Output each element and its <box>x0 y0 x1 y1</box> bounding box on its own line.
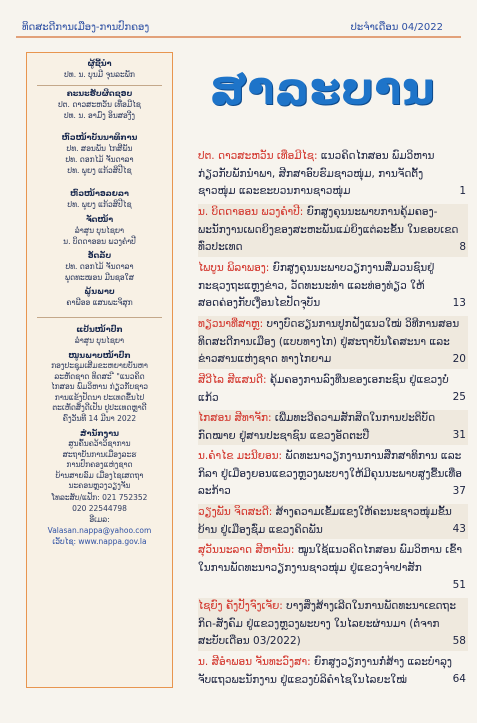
toc-page-number: 58 <box>452 635 466 647</box>
address-label: ສຳນັກງານ <box>80 429 119 438</box>
toc-entry[interactable] <box>198 260 468 313</box>
issue-label: ປະຈຳເດືອນ 04/2022 <box>350 22 443 33</box>
chief-member: ປທ. ສອນພັນ ໄກສີພັນ <box>66 144 133 153</box>
editor-section <box>27 59 172 80</box>
toc-page-number: 13 <box>452 297 466 309</box>
toc-entry[interactable] <box>198 410 468 445</box>
journal-title: ທິດສະດີການເມືອງ-ການປົກຄອງ <box>22 22 150 33</box>
toc-entry[interactable] <box>198 504 468 539</box>
board-member: ປຕ. ດາວສະຫວັນ ເທືອມີໄຊ <box>58 100 141 109</box>
toc-page-number: 31 <box>452 429 466 441</box>
toc-title: ຍົກສູງວຽກງານກໍ່ສ້າງ ແລະບຳລຸງຈັບແຖວພະນັກງານ ຢູ່ແຂວງບໍລິຄຳໄຊໃນໄລຍະໃໝ່ <box>198 656 452 686</box>
divider <box>37 85 162 86</box>
cover-note-section <box>27 351 172 424</box>
toc-author: ໄຊຍົງ ຄັງປັງຈົງເຈັຍ: <box>198 600 283 612</box>
address-line: ການປົກຄອງແຫ່ງຊາດ <box>66 460 133 469</box>
masthead-box <box>26 52 173 688</box>
toc-title: ຄຸ້ມຄອງການລົງທືນຂອງເອກະຊົນ ຢູ່ແຂວງບໍ່ແກ້ວ <box>198 374 449 404</box>
toc-entry[interactable] <box>198 148 468 201</box>
design-member: ພູດທະໜອນ ມີນຊອໃສ <box>64 273 135 282</box>
toc-title: ບາງສິ່ງສ້າງເລີດໃນການພັດທະນາເຂດຖະກິດ-ສັງຄົມ ຢູ່ແຂວງຫຼວງພະບາງ ໃນໄລຍະຜ່ານມາ (ຕໍ່ຈາກສະບັບເດືອນ 03/2022) <box>198 600 456 648</box>
toc-author: ໄພບູນ ພິລາພອງ: <box>198 262 270 274</box>
toc-entry[interactable] <box>198 654 468 689</box>
toc-title: ແນວຄິດໄກສອນ ພົມວິຫານ ກ່ຽວກັບພັກນຳພາ, ສີກສາອົບຮົມຊາວໜຸ່ມ, ການຈັດຕັ້ງ ຊາວໜຸ່ມ ແລະຂະບວນການຊາວໜຸ່ມ <box>198 150 435 198</box>
cover-note-label: ໜູນພາບໜ້າປົກ <box>68 351 131 360</box>
toc-author: ນ.ຄຳໄຂ ມະນີຍອນ: <box>198 450 283 462</box>
cover-note-line: ໄກສອນ ພົມວິຫານ ກ່ຽວກັບຊາວ <box>50 382 149 391</box>
board-member: ປທ. ນ. ອາມົງ ອິນສອງີງ <box>63 111 136 120</box>
cover-section <box>27 325 172 346</box>
toc-author: ທຽວນາທີ່ສາຫຼ: <box>198 318 264 330</box>
toc-title: ເພີ່ມທະວີຄວາມສັກສິດໃນການປະຕິບັດກົດໝາຍ ຢູ່ສານປະຊາຊົນ ແຂວງອັດຕະປື <box>198 412 436 442</box>
toc-title: ພັດທະນາວຽກງານການສືກສາທິການ ແລະກິລາ ຢູ່ເມືອງຍອນແຂວງຫຼວງພະບາງໃຫ້ມີຄຸນນະພາບສູງຂື້ນເທື່ອລະກ້າວ <box>198 450 462 498</box>
cover-member: ລໍາສູນ ບຸນໄຊຍາ <box>74 336 125 345</box>
photo-label: ພູ້ນພາບ <box>84 287 115 296</box>
design-label: ອັດລັບ <box>87 251 112 260</box>
toc-page-number: 64 <box>452 673 466 685</box>
phone-line-2: 020 22544798 <box>72 503 127 513</box>
toc-title: ຍົກສູງຄຸນນະພາບວຽກງານສື່ມວນຊົນຢູ່ກະຊວງຖະແຫຼງຂ່າວ, ວັດທະນະທຳ ແລະທ່ອງທ່ຽວ ໃຫ້ສອດຄ່ອງກັບເງື່ອນໄຂປັດຈຸບັນ <box>198 262 435 310</box>
phone-line: ໂທລະສັບ/ແຟັກ: 021 752352 <box>51 492 148 502</box>
email-label: ອີເມລ: <box>89 514 110 524</box>
toc-page-number: 1 <box>459 185 466 197</box>
page-header <box>0 0 477 40</box>
toc-page-number: 25 <box>452 391 466 403</box>
cover-note-line: ການແຂ້ງປັດນາ ປະເທດຂື້ນໄປ <box>54 392 145 402</box>
page-title: ສາລະບານ <box>210 64 436 115</box>
toc-page-number: 43 <box>452 523 466 535</box>
chief-label: ຫົວໜ້າບັນນາທິການ <box>61 133 138 142</box>
toc-page-number: 8 <box>459 241 466 253</box>
toc-title: ໝູນໃຊ້ແນວຄິດໄກສອນ ພົມວິຫານ ເຂົ້າໃນການພັດທະນາວຽກງານຊາວໜຸ່ມ ຢູ່ແຂວງຈຳປາສັກ <box>198 544 463 574</box>
deputy-member: ປທ. ພູຍງ ແກ້ວສິປີໄຊ <box>67 200 132 209</box>
toc-page-number: 51 <box>452 579 466 591</box>
cover-note-line: ຄົງວັນທີ 14 ມີນາ 2022 <box>62 413 137 423</box>
cover-note-line: ຕະເຫັດສິ່ງດີເປັນ ປູປະເທດຫຼາດີ <box>52 403 147 412</box>
toc-page-number: 37 <box>452 485 466 497</box>
chief-member: ປທ. ດອກໄມ້ ຈັນດາລາ <box>65 155 134 164</box>
board-section <box>27 89 172 121</box>
toc-author: ປຕ. ດາວສະຫວັນ ເທືອມີໄຊ: <box>198 150 318 162</box>
toc-entry[interactable] <box>198 204 468 257</box>
toc-title: ບາງບົດຮຽນການປູກຝັງແນວໃໝ່ ວິທີການສອນທິດສະດີການເມືອງ (ແບບທາງໄກ) ຢູ່ສະຖາບັນໂຄສະນາ ແລະຂ່າວສານແຫ່ງຊາດ ທາງໄກຍາມ <box>198 318 460 366</box>
address-line: ສະຖາບັນການເມືອງລະຮ <box>62 449 137 459</box>
toc-entry[interactable] <box>198 542 468 591</box>
address-line: ບ້ານສາຍລົມ ເມືອງໄຊເສດຖາ <box>55 470 144 480</box>
website-link[interactable]: ເວັບໄຊ: www.nappa.gov.la <box>52 536 147 546</box>
toc-entry[interactable] <box>198 448 468 501</box>
design-section <box>27 251 172 283</box>
toc-author: ສຸວັນນະລາດ ສີຫານັນ: <box>198 544 295 556</box>
layout-label: ຈັດໜ້າ <box>85 215 114 224</box>
board-label: ຄະນະຮັບຜິດຊອບ <box>66 89 133 98</box>
email-link[interactable]: Valasan.nappa@yahoo.com <box>47 525 152 535</box>
cover-note-line: ລະຫັດຊາດ ທິດສະ ີ "ແນວຄິດ <box>54 371 145 381</box>
divider <box>37 317 162 318</box>
deputy-label: ຫົວໜ້າອລຍລາ <box>70 189 129 198</box>
address-line: ນະຄອນຫຼວງວຽງຈັນ <box>68 481 131 490</box>
header-divider <box>16 36 461 38</box>
deputy-section <box>27 189 172 210</box>
toc-title: ຍົກສູງຄຸນນະພາບການຄຸ້ມຄອງ-ພະນັກງານເພດຍິງຂອງສະຫະພັນແມ່ຍິງແຕ່ລະຂັ້ນ ໃນຂອບເຂດທົ່ວປະເທດ <box>198 206 459 254</box>
layout-member: ນ. ບິດດາອອນ ພວງຄຳປີ <box>63 237 136 246</box>
toc-author: ນ. ສີອຳພອນ ຈັນທະວົງສາ: <box>198 656 311 668</box>
cover-note-line: ກອງປະຊຸມເສີມຂະຫຍາຍບັນຫາ <box>51 361 148 370</box>
editor-label: ຜູ້ຊີ້ນຳ <box>87 59 112 68</box>
photo-member: ຄາພີອອ ແສນພະຈິສຸກ <box>66 298 133 307</box>
toc-title: ສ້າງຄວາມເຂັ້ມແຂງໃຫ້ຄະນະຊາວໜຸ່ມຂັ້ນບ້ານ ຢູ່ເມືອງຊົ່ມ ແຂວງຄິດພັນ <box>198 506 452 536</box>
toc-author: ວຽງພັນ ຈິດສະດີ: <box>198 506 273 518</box>
toc-page-number: 20 <box>452 353 466 365</box>
toc-entry[interactable] <box>198 372 468 407</box>
address-section <box>27 429 172 547</box>
cover-label: ແປ້ນໜ້າປົກ <box>76 325 123 334</box>
photo-section <box>27 287 172 308</box>
toc-author: ນ. ບິດດາອອນ ພວງຄຳປີ: <box>198 206 304 218</box>
toc-author: ໄກສອນ ສີທາຈັກ: <box>198 412 272 424</box>
address-line: ສູນຄົ້ນຄວ້າວິຊາການ <box>68 439 131 448</box>
toc-author: ສີວີໄລ ສີແສນດີ: <box>198 374 267 386</box>
editor-name: ປທ. ນ. ບຸນມີ ຈຸນລະພັກ <box>64 70 135 79</box>
layout-section <box>27 215 172 247</box>
toc-entry[interactable] <box>198 316 468 369</box>
toc-entry[interactable] <box>198 598 468 651</box>
layout-member: ລໍາສູນ ບຸນໄຊຍາ <box>74 226 125 235</box>
chief-member: ປທ. ພູຍງ ແກ້ວສິປີໄຊ <box>67 166 132 175</box>
chief-section <box>27 133 172 176</box>
design-member: ປທ. ດອກໄມ້ ຈັນດາລາ <box>65 262 134 271</box>
